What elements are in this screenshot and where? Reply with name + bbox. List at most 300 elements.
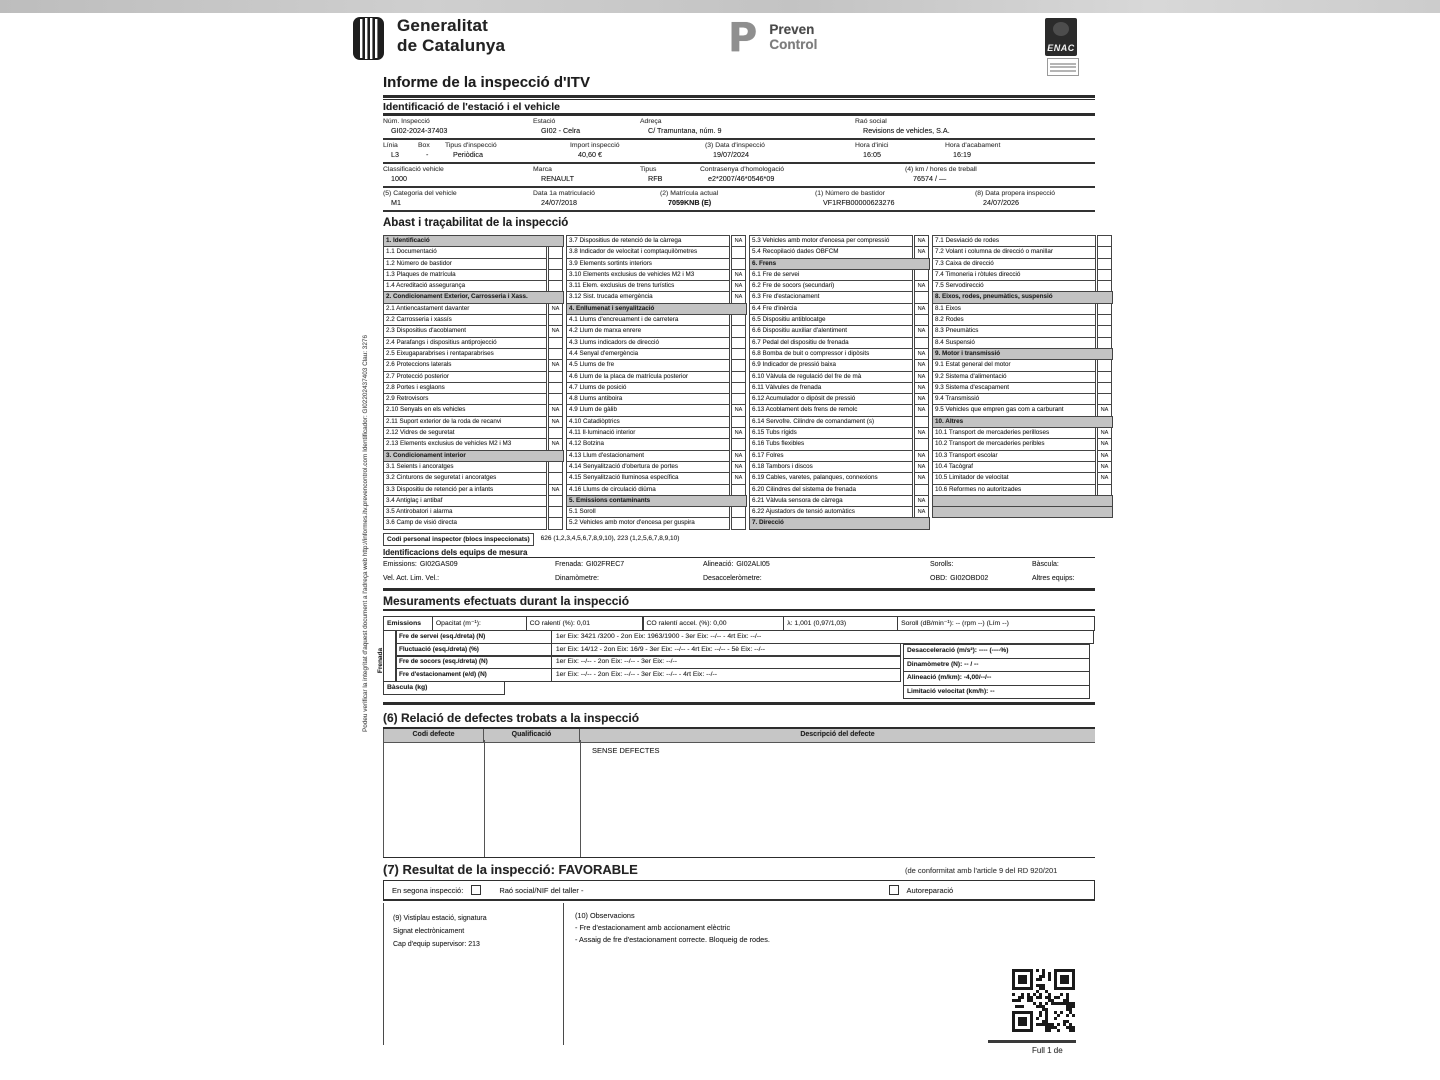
field-value: 24/07/2026 xyxy=(983,198,1019,207)
checklist-item-label: 6.14 Servofre. Cilindre de comandament (s) xyxy=(749,416,913,428)
enac-badge-icon xyxy=(1045,18,1077,56)
checklist-item-label: 4.6 Llum de la placa de matrícula posterior xyxy=(566,371,730,383)
checklist-item-label: 2.7 Protecció posterior xyxy=(383,371,547,383)
checklist-row xyxy=(932,506,1115,518)
section-identificacio-title: Identificació de l'estació i el vehicle xyxy=(383,101,560,113)
self-repair-label: Autoreparació xyxy=(906,885,954,895)
second-inspection-label: En segona inspecció: xyxy=(392,885,464,895)
field-label: Marca xyxy=(533,166,552,173)
measurements-rule xyxy=(383,609,1095,611)
checklist-item-label: 4.15 Senyalització lluminosa específica xyxy=(566,472,730,484)
checklist-item-label: 1.1 Documentació xyxy=(383,246,547,258)
field-value: 7059KNB (E) xyxy=(668,198,712,207)
checklist-item-label: 2.10 Senyals en els vehicles xyxy=(383,404,547,416)
field-value: Periòdica xyxy=(453,150,483,159)
second-inspection-bar xyxy=(383,880,1095,901)
checklist-status: NA xyxy=(1097,438,1112,450)
defects-divider xyxy=(580,740,581,857)
checklist-status: NA xyxy=(914,348,929,360)
checklist-status: NA xyxy=(914,404,929,416)
block-divider xyxy=(563,903,564,1045)
equip-label: Altres equips: xyxy=(1032,575,1075,582)
checklist-status: NA xyxy=(914,235,929,247)
checklist-item-label: 6.1 Fre de servei xyxy=(749,269,913,281)
second-inspection-checkbox xyxy=(471,885,481,895)
field-value: 76574 / — xyxy=(913,174,947,183)
field-label: Núm. Inspecció xyxy=(383,118,430,125)
measurement-cell: Opacitat (m⁻¹): xyxy=(432,616,527,631)
checklist-item-label: 2.11 Suport exterior de la roda de recanvi xyxy=(383,416,547,428)
field-value: VF1RFB00000623276 xyxy=(823,198,895,207)
checklist-item-label: 2.3 Dispositius d'acoblament xyxy=(383,325,547,337)
emissions-row xyxy=(383,616,1095,631)
checklist-item-label: 3.8 Indicador de velocitat i comptaquilòmetres xyxy=(566,246,730,258)
checklist-status: NA xyxy=(731,280,746,292)
field-label: Línia xyxy=(383,142,398,149)
field-label: Adreça xyxy=(640,118,662,125)
field xyxy=(945,142,1095,162)
checklist-status: NA xyxy=(731,472,746,484)
identification-row xyxy=(383,164,1095,188)
page-number: Full 1 de xyxy=(1032,1046,1063,1055)
identification-row xyxy=(383,116,1095,140)
defects-divider xyxy=(383,740,384,857)
checklist-item-label: 3.3 Dispositiu de retenció per a infants xyxy=(383,484,547,496)
itv-report-document xyxy=(350,0,1109,1080)
generalitat-wordmark xyxy=(397,16,505,62)
checklist-row xyxy=(383,517,566,529)
observations xyxy=(575,910,770,946)
checklist-item-label: 6.15 Tubs rígids xyxy=(749,427,913,439)
checklist-item-label: 2.13 Elements exclusius de vehicles M2 i M3 xyxy=(383,438,547,450)
checklist-section-label: 10. Altres xyxy=(932,416,1113,428)
field-label: Contrasenya d'homologació xyxy=(700,166,785,173)
checklist-item-label: 2.6 Proteccions laterals xyxy=(383,359,547,371)
equip-field xyxy=(930,561,1032,568)
result-legal-note: (de conformitat amb l'article 9 del RD 920/201 xyxy=(905,866,1058,875)
checklist-column xyxy=(566,236,749,530)
checklist-item-label: 9.3 Sistema d'escapament xyxy=(932,382,1096,394)
field xyxy=(905,166,1095,186)
generalitat-logo-block xyxy=(352,16,505,62)
field xyxy=(383,142,418,162)
checklist-item-label: 10.2 Transport de mercaderies peribles xyxy=(932,438,1096,450)
checklist-section-label: 9. Motor i transmissió xyxy=(932,348,1113,360)
title-rule-thin xyxy=(383,99,1095,100)
brake-row-value: 1er Eix: 14/12 - 2on Eix: 16/9 - 3er Eix: --/-- - 4rt Eix: --/-- - 5è Eix: --/-- xyxy=(551,643,901,657)
station-signature xyxy=(393,912,487,951)
generalitat-line1: Generalitat xyxy=(397,16,489,35)
prevencontrol-line2: Control xyxy=(769,37,818,52)
field-label: Hora d'inici xyxy=(855,142,889,149)
signature-line: Signat electrònicament xyxy=(393,928,465,935)
checklist-item-label: 6.3 Fre d'estacionament xyxy=(749,291,913,303)
enac-accreditation-logo xyxy=(1045,18,1079,76)
defects-col-codi: Codi defecte xyxy=(383,729,484,742)
checklist-item-label: 10.3 Transport escolar xyxy=(932,450,1096,462)
field-label: (2) Matrícula actual xyxy=(660,190,719,197)
signature-line: (9) Vistiplau estació, signatura xyxy=(393,915,487,922)
checklist-section-label: 7. Direcció xyxy=(749,517,930,529)
checklist-item-label: 6.9 Indicador de pressió baixa xyxy=(749,359,913,371)
checklist-status: NA xyxy=(914,359,929,371)
checklist-status xyxy=(731,517,746,529)
checklist-item-label: 4.8 Llums antiboira xyxy=(566,393,730,405)
checklist-status: NA xyxy=(731,450,746,462)
field-label: Hora d'acabament xyxy=(945,142,1001,149)
checklist-status: NA xyxy=(1097,427,1112,439)
field-label: Classificació vehicle xyxy=(383,166,444,173)
section-measurements-title: Mesuraments efectuats durant la inspecció xyxy=(383,594,630,608)
field-label: (1) Número de bastidor xyxy=(815,190,885,197)
equip-label: Bàscula: xyxy=(1032,561,1059,568)
checklist-section-label: 1. Identificació xyxy=(383,235,564,247)
footer-rule xyxy=(988,1040,1076,1043)
checklist-item-label: 2.5 Eixugaparabrises i rentaparabrises xyxy=(383,348,547,360)
checklist-item-label: 9.5 Vehicles que empren gas com a carburant xyxy=(932,404,1096,416)
frenada-vertical-label: Frenada xyxy=(383,630,396,682)
checklist-status: NA xyxy=(914,303,929,315)
identification-row xyxy=(383,188,1095,212)
defects-col-qualificacio: Qualificació xyxy=(484,729,580,742)
defects-col-descripcio: Descripció del defecte xyxy=(800,731,875,738)
checklist-item-label: 1.4 Acreditació assegurança xyxy=(383,280,547,292)
checklist-item-label: 3.2 Cinturons de seguretat i ancoratges xyxy=(383,472,547,484)
field-value: e2*2007/46*0546*09 xyxy=(708,174,775,183)
measurement-cell: CO ralentí accel. (%): 0,00 xyxy=(642,616,784,631)
field-value: Revisions de vehicles, S.A. xyxy=(863,126,950,135)
equip-value: GI02ALI05 xyxy=(736,561,770,568)
field xyxy=(640,118,855,138)
field xyxy=(975,190,1095,210)
equip-label: Sorolls: xyxy=(930,561,954,568)
generalitat-line2: de Catalunya xyxy=(397,36,506,55)
checklist-item-label: 7.3 Caixa de direcció xyxy=(932,258,1096,270)
checklist-column xyxy=(932,236,1115,530)
checklist-item-label: 4.11 Il·luminació interior xyxy=(566,427,730,439)
checklist-status: NA xyxy=(731,291,746,303)
field xyxy=(533,166,640,186)
checklist-item-label: 4.4 Senyal d'emergència xyxy=(566,348,730,360)
measurements-bottom-rule xyxy=(383,702,1095,705)
equip-label: Alineació: xyxy=(703,561,734,568)
equip-value: GI02OBD02 xyxy=(950,575,989,582)
field-value: 24/07/2018 xyxy=(541,198,577,207)
checklist-item-label: 6.21 Vàlvula sensora de càrrega xyxy=(749,495,913,507)
equip-field xyxy=(703,561,930,568)
checklist-status: NA xyxy=(914,450,929,462)
checklist-item-label: 6.16 Tubs flexibles xyxy=(749,438,913,450)
checklist-status: NA xyxy=(914,472,929,484)
observation-line: - Fre d'estacionament amb accionament elèctric xyxy=(575,923,731,932)
verification-side-note: Podeu verificar la integritat d'aquest document a l'adreça web http://informes.itv.prevencontrol.com Identificador: GI02202437403 Clau: 3276 xyxy=(362,335,369,732)
checklist-item-label: 6.22 Ajustadors de tensió automàtics xyxy=(749,506,913,518)
checklist-status: NA xyxy=(548,303,563,315)
field-label: Box xyxy=(418,142,430,149)
field xyxy=(700,166,905,186)
checklist-item-label: 6.17 Folres xyxy=(749,450,913,462)
checklist-item-label: 6.2 Fre de socors (secundari) xyxy=(749,280,913,292)
equip-field xyxy=(1032,575,1095,582)
checklist-item-label: 3.10 Elements exclusius de vehicles M2 i M3 xyxy=(566,269,730,281)
field-value: 19/07/2024 xyxy=(713,150,749,159)
observation-line: - Assaig de fre d'estacionament correcte. Bloqueig de rodes. xyxy=(575,935,770,944)
inspector-code-label: Codi personal inspector (blocs inspeccionats) xyxy=(383,533,534,546)
equip-field xyxy=(1032,561,1095,568)
checklist-status: NA xyxy=(1097,472,1112,484)
identification-row xyxy=(383,140,1095,164)
checklist-status: NA xyxy=(731,269,746,281)
field xyxy=(533,190,660,210)
checklist-item-label: 2.1 Antiencastament davanter xyxy=(383,303,547,315)
inspector-code-row xyxy=(383,533,679,546)
checklist-item-label: 6.6 Dispositiu auxiliar d'alentiment xyxy=(749,325,913,337)
checklist-section-label: 3. Condicionament interior xyxy=(383,450,564,462)
checklist-item-label: 7.4 Timoneria i ròtules direcció xyxy=(932,269,1096,281)
checklist-status: NA xyxy=(1097,450,1112,462)
checklist-item-label: 6.7 Pedal del dispositiu de frenada xyxy=(749,337,913,349)
field-label: Import inspecció xyxy=(570,142,620,149)
dynamometer-box: Dinamòmetre (N): -- / -- xyxy=(903,658,1090,673)
checklist-status: NA xyxy=(1097,404,1112,416)
checklist-status: NA xyxy=(731,427,746,439)
brake-row-value: 1er Eix: --/-- - 2on Eix: --/-- - 3er Eix: --/-- xyxy=(551,655,901,669)
checklist-item-label: 6.5 Dispositiu antiblocatge xyxy=(749,314,913,326)
bascula-label: Bàscula (kg) xyxy=(383,681,505,695)
field-value: GI02-2024-37403 xyxy=(391,126,448,135)
field xyxy=(445,142,570,162)
checklist-item-label: 9.1 Estat general del motor xyxy=(932,359,1096,371)
field xyxy=(383,190,533,210)
field-label: (3) Data d'inspecció xyxy=(705,142,765,149)
deceleration-box: Desacceleració (m/s²): ---- (----%) xyxy=(903,644,1090,659)
checklist-item-label: 4.9 Llum de gàlib xyxy=(566,404,730,416)
equips-row xyxy=(383,575,1095,582)
checklist-status: NA xyxy=(914,427,929,439)
field-label: Tipus xyxy=(640,166,657,173)
checklist-item-label: 8.4 Suspensió xyxy=(932,337,1096,349)
checklist-status: NA xyxy=(914,280,929,292)
brake-row-value: 1er Eix: 3421 /3200 - 2on Eix: 1963/1900 - 3er Eix: --/-- - 4rt Eix: --/-- xyxy=(551,630,1094,644)
checklist-item-label: 6.10 Vàlvula de regulació del fre de mà xyxy=(749,371,913,383)
brake-row-label: Fre de servei (esq./dreta) (N) xyxy=(396,630,552,644)
checklist-item-label: 6.4 Fre d'inèrcia xyxy=(749,303,913,315)
checklist-status: NA xyxy=(914,382,929,394)
equip-value: GI02FREC7 xyxy=(586,561,625,568)
checklist-item-label: 9.2 Sistema d'alimentació xyxy=(932,371,1096,383)
equip-field xyxy=(555,561,703,568)
field xyxy=(855,118,1095,138)
field-label: (5) Categoria del vehicle xyxy=(383,190,457,197)
block-divider xyxy=(383,903,384,1045)
field-value: RENAULT xyxy=(541,174,575,183)
checklist-status: NA xyxy=(548,416,563,428)
enac-emblem-icon xyxy=(1053,22,1069,36)
checklist-item-label: 2.2 Carrosseria i xassís xyxy=(383,314,547,326)
equip-label: Vel. Act. Lim. Vel.: xyxy=(383,575,440,582)
field xyxy=(570,142,705,162)
checklist-status: NA xyxy=(731,461,746,473)
checklist-item-label: 8.1 Eixos xyxy=(932,303,1096,315)
checklist-section-label xyxy=(932,506,1113,518)
section-abast-title: Abast i traçabilitat de la inspecció xyxy=(383,217,569,229)
field xyxy=(533,118,640,138)
observations-title: (10) Observacions xyxy=(575,911,635,920)
identification-grid xyxy=(383,116,1095,212)
equip-label: Dinamòmetre: xyxy=(555,575,599,582)
checklist-item-label: 2.9 Retrovisors xyxy=(383,393,547,405)
checklist-item-label: 3.6 Camp de visió directa xyxy=(383,517,547,529)
checklist-status: NA xyxy=(914,393,929,405)
equip-field xyxy=(383,575,555,582)
checklist-status: NA xyxy=(914,506,929,518)
checklist-status: NA xyxy=(548,484,563,496)
defects-bottom-rule xyxy=(383,857,1095,858)
field-value: C/ Tramuntana, núm. 9 xyxy=(648,126,722,135)
speed-limit-box: Limitació velocitat (km/h): -- xyxy=(903,685,1090,700)
defects-divider xyxy=(484,740,485,857)
inspector-code-value: 626 (1,2,3,4,5,6,7,8,9,10), 223 (1,2,5,6,7,8,9,10) xyxy=(540,535,680,542)
checklist-item-label: 4.7 Llums de posició xyxy=(566,382,730,394)
checklist-row xyxy=(932,517,1115,529)
checklist-status: NA xyxy=(914,461,929,473)
checklist-item-label: 4.5 Llums de fre xyxy=(566,359,730,371)
field-label: Raó social xyxy=(855,118,887,125)
brake-row-label: Fluctuació (esq./dreta) (%) xyxy=(396,643,552,657)
field xyxy=(705,142,855,162)
checklist-item-label: 3.4 Antiglaç i antibaf xyxy=(383,495,547,507)
report-title: Informe de la inspecció d'ITV xyxy=(383,74,590,91)
prevencontrol-line1: Preven xyxy=(769,22,815,37)
checklist-item-label: 3.12 Sist. trucada emergència xyxy=(566,291,730,303)
checklist-item-label: 6.12 Acumulador o dipòsit de pressió xyxy=(749,393,913,405)
result-title: (7) Resultat de la inspecció: FAVORABLE xyxy=(383,862,638,877)
generalitat-senyera-icon xyxy=(352,16,388,62)
field-value: M1 xyxy=(391,198,401,207)
checklist-status: NA xyxy=(731,235,746,247)
field-value: 16:05 xyxy=(863,150,881,159)
checklist-section-label: 6. Frens xyxy=(749,258,930,270)
checklist-item-label: 5.4 Recopilació dades OBFCM xyxy=(749,246,913,258)
enac-wordmark: ENAC xyxy=(1047,43,1075,53)
field-value: GI02 - Celra xyxy=(541,126,581,135)
checklist-section-label: 5. Emissions contaminants xyxy=(566,495,747,507)
self-repair-checkbox xyxy=(889,885,899,895)
checklist-item-label: 3.1 Seients i ancoratges xyxy=(383,461,547,473)
defects-body xyxy=(383,740,1095,857)
checklist-item-label: 3.5 Antirobatori i alarma xyxy=(383,506,547,518)
field-value: 16:19 xyxy=(953,150,971,159)
equip-value: GI02GAS09 xyxy=(419,561,458,568)
checklist-status: NA xyxy=(731,404,746,416)
prevencontrol-p-icon: P xyxy=(728,15,758,61)
equip-field xyxy=(383,561,555,568)
alignment-box: Alineació (m/km): -4,00/--/-- xyxy=(903,671,1090,686)
field-value: RFB xyxy=(648,174,663,183)
checklist-item-label: 4.12 Botzina xyxy=(566,438,730,450)
checklist-status: NA xyxy=(914,325,929,337)
field-label: Data 1a matriculació xyxy=(533,190,595,197)
checklist-item-label: 4.16 Llums de circulació diürna xyxy=(566,484,730,496)
signature-observations-block xyxy=(383,903,1095,1045)
measurement-cell: CO ralentí (%): 0,01 xyxy=(526,616,644,631)
checklist-section-label: 4. Enllumenat i senyalització xyxy=(566,303,747,315)
field xyxy=(640,166,700,186)
checklist-item-label: 10.1 Transport de mercaderies perilloses xyxy=(932,427,1096,439)
checklist-item-label: 4.2 Llum de marxa enrere xyxy=(566,325,730,337)
checklist-item-label: 1.3 Plaques de matrícula xyxy=(383,269,547,281)
checklist-item-label: 5.2 Vehicles amb motor d'encesa per guspira xyxy=(566,517,730,529)
checklist-status xyxy=(548,517,563,529)
field-label: Tipus d'inspecció xyxy=(445,142,497,149)
checklist-item-label: 10.4 Tacògraf xyxy=(932,461,1096,473)
checklist-item-label: 10.6 Reformes no autoritzades xyxy=(932,484,1096,496)
checklist-item-label: 10.5 Limitador de velocitat xyxy=(932,472,1096,484)
checklist-status: NA xyxy=(548,438,563,450)
checklist-item-label: 3.7 Dispositius de retenció de la càrrega xyxy=(566,235,730,247)
checklist-status: NA xyxy=(548,359,563,371)
checklist-item-label: 1.2 Número de bastidor xyxy=(383,258,547,270)
checklist-item-label: 4.13 Llum d'estacionament xyxy=(566,450,730,462)
field-value: L3 xyxy=(391,150,399,159)
checklist-item-label: 2.4 Parafangs i dispositius antiprojecció xyxy=(383,337,547,349)
equip-label: Desacceleròmetre: xyxy=(703,575,762,582)
equips-row xyxy=(383,561,1095,568)
brake-row-value: 1er Eix: --/-- - 2on Eix: --/-- - 3er Eix: --/-- - 4rt Eix: --/-- xyxy=(551,668,901,682)
signature-line: Cap d'equip supervisor: 213 xyxy=(393,941,480,948)
checklist-item-label: 4.10 Catadiòptrics xyxy=(566,416,730,428)
checklist-item-label: 6.20 Cilindres del sistema de frenada xyxy=(749,484,913,496)
checklist-item-label: 6.19 Cables, varetes, palanques, connexions xyxy=(749,472,913,484)
prevencontrol-logo xyxy=(728,15,818,61)
field-label: (4) km / hores de treball xyxy=(905,166,977,173)
checklist-item-label: 4.3 Llums indicadors de direcció xyxy=(566,337,730,349)
checklist-item-label: 8.3 Pneumàtics xyxy=(932,325,1096,337)
checklist-item-label: 4.14 Senyalització d'obertura de portes xyxy=(566,461,730,473)
checklist-item-label: 2.8 Portes i esglaons xyxy=(383,382,547,394)
checklist-item-label: 4.1 Llums d'encreuament i de carretera xyxy=(566,314,730,326)
brake-row-label: Fre de socors (esq./dreta) (N) xyxy=(396,655,552,669)
checklist-item-label: 6.11 Vàlvules de frenada xyxy=(749,382,913,394)
equip-field xyxy=(555,575,703,582)
field-value: - xyxy=(426,150,429,159)
checklist-status: NA xyxy=(914,495,929,507)
equip-field xyxy=(930,575,1032,582)
equips-bottom-rule xyxy=(383,588,1095,591)
field xyxy=(418,142,445,162)
equip-label: Frenada: xyxy=(555,561,584,568)
checklist-item-label: 7.2 Volant i columna de direcció o manillar xyxy=(932,246,1096,258)
checklist-item-label: 6.8 Bomba de buit o compressor i dipòsits xyxy=(749,348,913,360)
checklist-item-label: 6.13 Acoblament dels frens de remolc xyxy=(749,404,913,416)
equip-label: Emissions: xyxy=(383,561,417,568)
enac-accreditation-number xyxy=(1047,58,1079,76)
section-defects-title: (6) Relació de defectes trobats a la inspecció xyxy=(383,711,640,725)
checklist-row xyxy=(749,517,932,529)
field-label: (8) Data propera inspecció xyxy=(975,190,1056,197)
title-rule xyxy=(383,95,1095,98)
checklist-item-label: 7.1 Desviació de rodes xyxy=(932,235,1096,247)
checklist-status: NA xyxy=(914,371,929,383)
field-value: 1000 xyxy=(391,174,407,183)
defects-body-text: SENSE DEFECTES xyxy=(592,746,660,755)
field xyxy=(660,190,815,210)
checklist-item-label: 5.1 Soroll xyxy=(566,506,730,518)
checklist-column xyxy=(383,236,566,530)
measurement-cell: Emissions xyxy=(383,616,433,631)
measurement-cell: λ: 1,001 (0,97/1,03) xyxy=(783,616,898,631)
measurement-cell: Soroll (dB/min⁻¹): -- (rpm --) (Lím --) xyxy=(897,616,1095,631)
